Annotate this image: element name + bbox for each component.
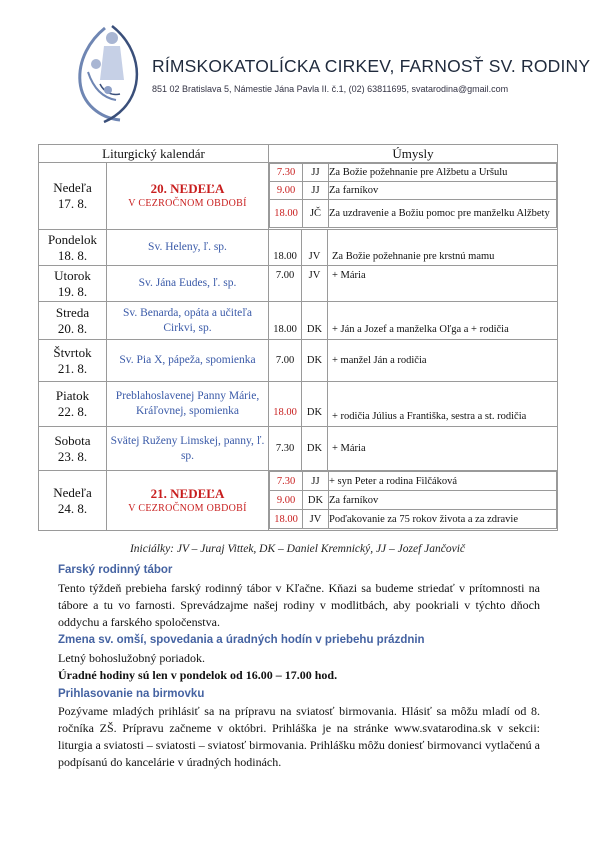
day-cell <box>39 230 107 266</box>
liturgical-calendar-table <box>38 144 558 531</box>
day-cell <box>39 163 107 230</box>
feast-cell: Sv. Benarda, opáta a učiteľa Cirkvi, sp. <box>107 302 269 340</box>
mass-intention: Za uzdravenie a Božiu pomoc pre manželku Alžbety <box>329 200 557 228</box>
day-name: Pondelok <box>47 231 98 247</box>
table-row <box>39 340 558 382</box>
day-name: Nedeľa <box>53 484 92 500</box>
day-date: 22. 8. <box>57 404 88 419</box>
table-header-row <box>39 145 558 163</box>
day-date: 18. 8. <box>57 247 88 263</box>
table-row <box>39 230 558 266</box>
mass-intention: + Ján a Jozef a manželka Oľga a + rodičia <box>328 302 558 340</box>
mass-priest: DK <box>302 340 328 382</box>
day-cell <box>39 340 107 382</box>
mass-intention: + syn Peter a rodina Filčáková <box>329 472 557 491</box>
mass-time: 18.00 <box>269 302 302 340</box>
camp-section-title: Farský rodinný tábor <box>58 564 173 576</box>
mass-priest: JJ <box>303 182 329 200</box>
mass-intention: Za farníkov <box>329 491 557 510</box>
intentions-cell <box>269 471 558 531</box>
day-cell <box>39 471 107 531</box>
day-name: Utorok <box>54 267 91 283</box>
mass-priest: JČ <box>303 200 329 228</box>
day-cell <box>39 427 107 471</box>
day-name: Štvrtok <box>53 344 92 360</box>
day-date: 23. 8. <box>57 448 88 464</box>
feast-title: 20. NEDEĽA <box>150 181 225 196</box>
initials-legend: Iniciálky: JV – Juraj Vittek, DK – Daniel Kremnický, JJ – Jozef Jančovič <box>129 543 466 555</box>
day-name: Sobota <box>54 432 91 448</box>
holy-family-logo <box>60 20 150 130</box>
table-row <box>39 266 558 302</box>
mass-time: 9.00 <box>270 182 303 200</box>
mass-time: 7.00 <box>269 266 302 302</box>
intentions-cell <box>269 163 558 230</box>
mass-intention: Za farníkov <box>329 182 557 200</box>
change-line-2: Úradné hodiny sú len v pondelok od 16.00 – 17.00 hod. <box>58 668 338 682</box>
day-date: 20. 8. <box>57 320 88 336</box>
calendar-column-header: Liturgický kalendár <box>39 145 269 163</box>
mass-intention: + manžel Ján a rodičia <box>328 340 558 382</box>
change-line-1: Letný bohoslužobný poriadok. <box>58 651 205 665</box>
table-row <box>39 302 558 340</box>
mass-priest: JV <box>302 266 328 302</box>
day-name: Nedeľa <box>53 180 92 195</box>
day-cell <box>39 302 107 340</box>
mass-time: 7.30 <box>270 472 303 491</box>
day-date: 21. 8. <box>57 360 88 376</box>
mass-list <box>269 471 557 529</box>
table-row <box>39 471 558 531</box>
feast-subtitle: V CEZROČNOM OBDOBÍ <box>128 502 247 514</box>
mass-time: 18.00 <box>270 200 303 228</box>
mass-priest: JV <box>303 510 329 529</box>
feast-cell: Sv. Jána Eudes, ľ. sp. <box>107 266 269 302</box>
mass-intention: Za Božie požehnanie pre krstnú mamu <box>328 230 558 266</box>
day-name: Piatok <box>55 388 90 403</box>
mass-priest: JV <box>302 230 328 266</box>
organization-name: RÍMSKOKATOLÍCKA CIRKEV, FARNOSŤ SV. RODINY <box>152 56 591 76</box>
feast-title: 21. NEDEĽA <box>150 485 225 501</box>
table-row <box>39 163 558 230</box>
feast-cell: Sv. Pia X, pápeža, spomienka <box>107 340 269 382</box>
mass-priest: JJ <box>303 164 329 182</box>
day-cell <box>39 382 107 427</box>
page-header <box>60 20 591 135</box>
mass-priest: DK <box>302 427 328 471</box>
feast-cell: Sv. Heleny, ľ. sp. <box>107 230 269 266</box>
change-section-title: Zmena sv. omší, spovedania a úradných hodín v priebehu prázdnin <box>58 634 425 646</box>
mass-intention: + Mária <box>328 427 558 471</box>
mass-intention: Za Božie požehnanie pre Alžbetu a Uršulu <box>329 164 557 182</box>
mass-time: 18.00 <box>269 382 302 427</box>
organization-address: 851 02 Bratislava 5, Námestie Jána Pavla II. č.1, (02) 63811695, svatarodina@gmail.com <box>152 84 509 94</box>
day-date: 19. 8. <box>57 283 88 299</box>
confirmation-section-title: Prihlasovanie na birmovku <box>58 688 205 700</box>
mass-time: 9.00 <box>270 491 303 510</box>
intentions-column-header: Úmysly <box>269 145 558 163</box>
day-cell <box>39 266 107 302</box>
mass-intention: + Mária <box>328 266 558 302</box>
mass-priest: DK <box>302 382 328 427</box>
mass-intention: Poďakovanie za 75 rokov života a za zdravie <box>329 510 557 529</box>
mass-priest: JJ <box>303 472 329 491</box>
day-name: Streda <box>55 304 90 320</box>
mass-time: 7.00 <box>269 340 302 382</box>
feast-cell: Svätej Ruženy Limskej, panny, ľ. sp. <box>107 427 269 471</box>
feast-cell: Preblahoslavenej Panny Márie, Kráľovnej, spomienka <box>107 382 269 427</box>
confirmation-section-text: Pozývame mladých prihlásiť sa na prípravu na sviatosť birmovania. Hlásiť sa môžu mladí od 8. ročníka ZŠ. Prípravu začneme v októbri. Prihláška je na stránke www.svatarodina.sk v sekcii: liturgia a sviatosti – sviatosti – sviatosť birmovania. Prihlášku môžu doniesť birmovanci vytlačenú a podpísanú do kancelárie v úradných hodinách. <box>58 704 540 769</box>
mass-priest: DK <box>302 302 328 340</box>
day-date: 17. 8. <box>57 196 88 211</box>
mass-time: 7.30 <box>270 164 303 182</box>
camp-section-text: Tento týždeň prebieha farský rodinný tábor v Kľačne. Kňazi sa budeme striedať v prítomnosti na tábore a tu vo farnosti. Sprevádzajme našej rodiny v modlitbách, aby pookriali v týchto dňoch oddychu a farského spoločenstva. <box>58 581 540 629</box>
mass-intention: + rodičia Július a Františka, sestra a st. rodičia <box>328 382 558 427</box>
feast-cell <box>107 471 269 531</box>
mass-time: 18.00 <box>270 510 303 529</box>
mass-list <box>269 163 557 228</box>
mass-time: 18.00 <box>269 230 302 266</box>
table-row <box>39 427 558 471</box>
mass-time: 7.30 <box>269 427 302 471</box>
table-row <box>39 382 558 427</box>
feast-cell <box>107 163 269 230</box>
mass-priest: DK <box>303 491 329 510</box>
feast-subtitle: V CEZROČNOM OBDOBÍ <box>128 198 247 209</box>
day-date: 24. 8. <box>57 500 88 516</box>
